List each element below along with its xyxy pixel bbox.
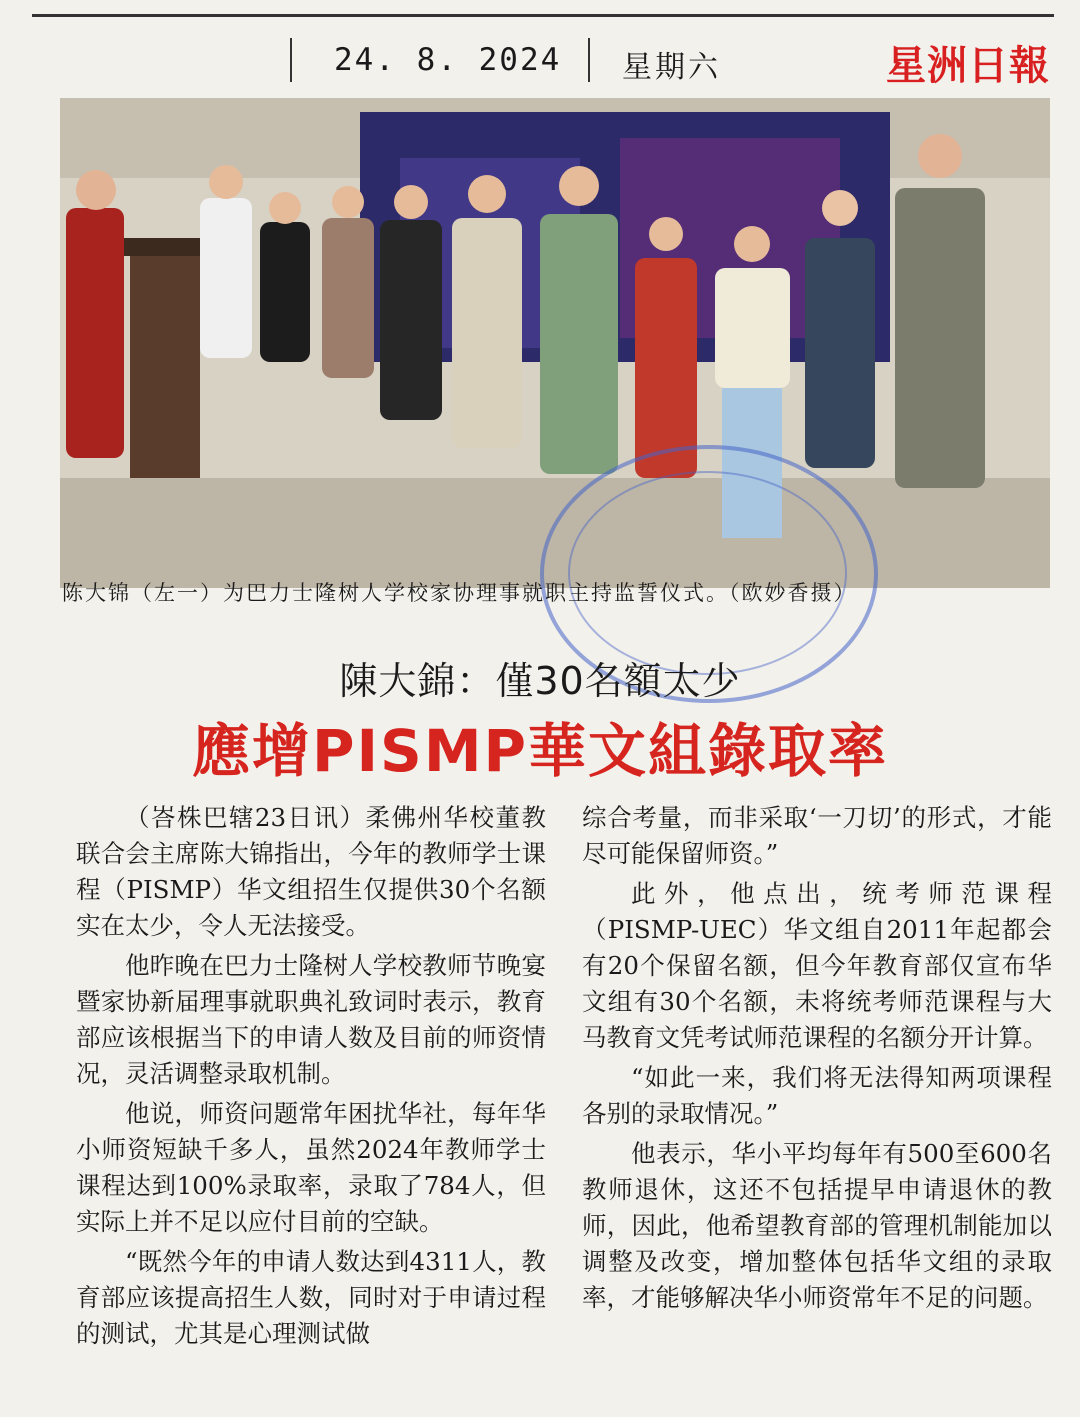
article-column-left xyxy=(76,800,546,1356)
headline-title: 應增PISMP華文組錄取率 xyxy=(191,717,889,785)
headline-kicker: 陳大錦：僅30名額太少 xyxy=(339,659,741,703)
paragraph: “如此一来，我们将无法得知两项课程各别的录取情况。” xyxy=(582,1063,1052,1128)
paragraph: （峇株巴辖23日讯）柔佛州华校董教联合会主席陈大锦指出，今年的教师学士课程（PISMP）华文组招生仅提供30个名额实在太少，令人无法接受。 xyxy=(76,803,546,940)
top-rule xyxy=(32,14,1054,17)
stamp-inner-ring xyxy=(568,471,847,675)
news-photo xyxy=(60,98,1050,588)
weekday: 星期六 xyxy=(622,50,721,85)
photo-caption: 陈大锦（左一）为巴力士隆树人学校家协理事就职主持监誓仪式。（欧妙香摄） xyxy=(62,581,857,605)
issue-date: 24. 8. 2024 xyxy=(334,42,562,78)
paragraph: 此外，他点出，统考师范课程（PISMP-UEC）华文组自2011年起都会有20个保留名额，但今年教育部仅宣布华文组有30个名额，未将统考师范课程与大马教育文凭考试师范课程的名额分开计算。 xyxy=(582,879,1052,1052)
paragraph: “既然今年的申请人数达到4311人，教育部应该提高招生人数，同时对于申请过程的测试，尤其是心理测试做 xyxy=(76,1247,546,1348)
paragraph: 他说，师资问题常年困扰华社，每年华小师资短缺千多人，虽然2024年教师学士课程达到100%录取率，录取了784人，但实际上并不足以应付目前的空缺。 xyxy=(76,1099,546,1236)
paragraph: 他表示，华小平均每年有500至600名教师退休，这还不包括提早申请退休的教师，因此，他希望教育部的管理机制能加以调整及改变，增加整体包括华文组的录取率，才能够解决华小师资常年不足的问题。 xyxy=(582,1139,1052,1312)
article-column-right xyxy=(582,800,1052,1320)
paragraph: 他昨晚在巴力士隆树人学校教师节晚宴暨家协新届理事就职典礼致词时表示，教育部应该根据当下的申请人数及目前的师资情况，灵活调整录取机制。 xyxy=(76,951,546,1088)
page-header xyxy=(0,30,1080,90)
photo-illustration xyxy=(60,98,1050,588)
divider xyxy=(588,38,590,82)
paragraph: 综合考量，而非采取‘一刀切’的形式，才能尽可能保留师资。” xyxy=(582,803,1052,868)
divider xyxy=(290,38,292,82)
newspaper-masthead: 星洲日報 xyxy=(886,43,1050,89)
